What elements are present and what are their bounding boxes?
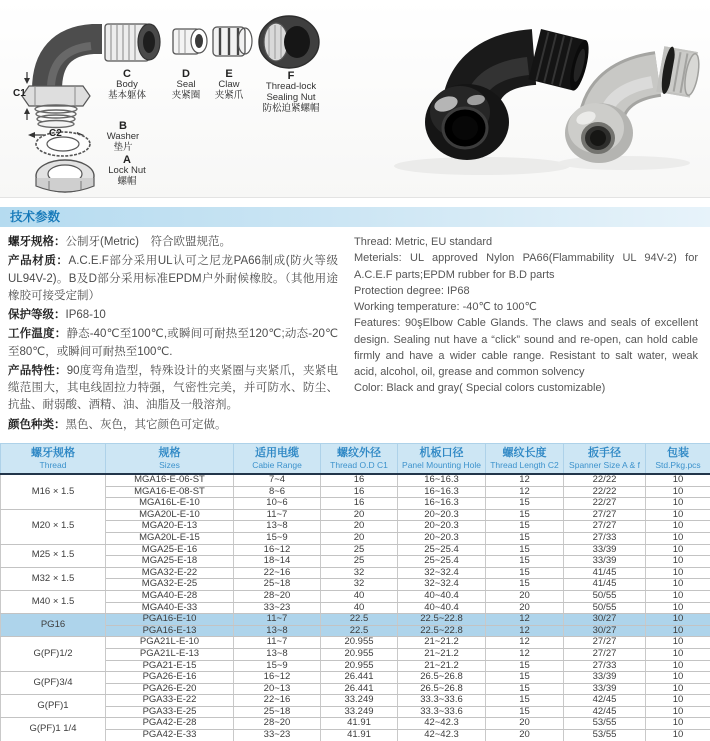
table-cell: MGA20L-E-10: [106, 509, 234, 521]
table-cell: 12: [486, 637, 564, 649]
thread-group-label: G(PF)1: [1, 695, 106, 718]
table-cell: 10: [646, 648, 710, 660]
table-cell: 41.91: [321, 730, 398, 741]
table-cell: 10: [646, 730, 710, 741]
table-cell: 27/27: [564, 521, 646, 533]
table-cell: 42/45: [564, 695, 646, 707]
part-label-a: A Lock Nut 螺帽: [108, 154, 146, 187]
table-cell: 12: [486, 625, 564, 637]
table-cell: 16~12: [234, 544, 321, 556]
table-cell: 15: [486, 556, 564, 568]
table-cell: 20: [321, 532, 398, 544]
tech-en-line: Features: 90şElbow Cable Glands. The claws and seals of excellent design. Sealing nut have a “click” sound and re-open, can hold cable firmly and have a wider cable range. Resistant to salt water, weak acid, alcohol, oil, grease and common solvency: [354, 317, 698, 379]
thread-group-label: M16 × 1.5: [1, 474, 106, 509]
table-cell: 20: [486, 590, 564, 602]
table-cell: 25~25.4: [398, 556, 486, 568]
table-cell: 33/39: [564, 683, 646, 695]
table-row: [1, 730, 710, 741]
col-thread-length: 螺纹长度 Thread Length C2: [486, 444, 564, 475]
part-label-b: B Washer 垫片: [106, 120, 140, 153]
table-row: [1, 683, 710, 695]
table-row: [1, 590, 710, 602]
table-cell: 10: [646, 602, 710, 614]
table-cell: 15: [486, 544, 564, 556]
table-cell: 20: [486, 730, 564, 741]
table-cell: 12: [486, 614, 564, 626]
table-cell: 10: [646, 567, 710, 579]
table-cell: PGA33-E-25: [106, 706, 234, 718]
table-cell: 42~42.3: [398, 730, 486, 741]
table-cell: 26.5~26.8: [398, 683, 486, 695]
table-cell: 10~6: [234, 498, 321, 510]
tech-zh-line: 工作温度：静态-40℃至100℃,或瞬间可耐热至120℃;动态-20℃至80℃，或瞬间可耐热至100℃.: [8, 328, 339, 358]
table-cell: 22/22: [564, 474, 646, 486]
tech-zh-line: 保护等级：IP68-10: [8, 309, 106, 321]
table-cell: 53/55: [564, 718, 646, 730]
cable-gland-photo-icon: [372, 0, 710, 197]
table-cell: 50/55: [564, 602, 646, 614]
table-cell: 20.955: [321, 637, 398, 649]
col-cable-range: 适用电缆 Cabie Range: [234, 444, 321, 475]
table-cell: 12: [486, 648, 564, 660]
table-cell: MGA16-E-08-ST: [106, 486, 234, 498]
product-photo: [372, 0, 710, 197]
thread-group-label: G(PF)1 1/4: [1, 718, 106, 741]
table-cell: 10: [646, 637, 710, 649]
table-cell: 32~32.4: [398, 579, 486, 591]
table-cell: 11~7: [234, 614, 321, 626]
table-cell: PGA26-E-20: [106, 683, 234, 695]
table-cell: 10: [646, 706, 710, 718]
table-cell: PGA16-E-13: [106, 625, 234, 637]
table-cell: 12: [486, 486, 564, 498]
table-cell: 28~20: [234, 718, 321, 730]
table-cell: 20~20.3: [398, 532, 486, 544]
table-cell: 15: [486, 672, 564, 684]
table-cell: 16: [321, 474, 398, 486]
table-cell: 12: [486, 474, 564, 486]
tech-en-line: Protection degree: IP68: [354, 284, 470, 297]
table-cell: 22.5~22.8: [398, 614, 486, 626]
table-cell: 25~18: [234, 706, 321, 718]
table-cell: 10: [646, 532, 710, 544]
table-cell: 21~21.2: [398, 648, 486, 660]
thread-group-label: G(PF)1/2: [1, 637, 106, 672]
table-cell: 15~9: [234, 532, 321, 544]
table-cell: 21~21.2: [398, 637, 486, 649]
table-cell: 15: [486, 695, 564, 707]
table-cell: 42/45: [564, 706, 646, 718]
table-row: [1, 544, 710, 556]
part-label-d: D Seal 夹紧圈: [171, 68, 201, 101]
table-cell: 20~20.3: [398, 509, 486, 521]
table-cell: 10: [646, 509, 710, 521]
tech-params-english: [354, 234, 698, 436]
table-cell: 10: [646, 625, 710, 637]
tech-params-chinese: [8, 234, 338, 436]
table-cell: 15~9: [234, 660, 321, 672]
table-cell: MGA16L-E-10: [106, 498, 234, 510]
table-cell: MGA25-E-18: [106, 556, 234, 568]
table-cell: MGA40-E-33: [106, 602, 234, 614]
table-cell: 20: [321, 509, 398, 521]
table-cell: 16~12: [234, 672, 321, 684]
table-row: [1, 532, 710, 544]
col-sizes: 规格 Sizes: [106, 444, 234, 475]
table-cell: MGA25-E-16: [106, 544, 234, 556]
table-cell: 33.3~33.6: [398, 695, 486, 707]
table-cell: 10: [646, 556, 710, 568]
table-cell: 10: [646, 579, 710, 591]
table-cell: 53/55: [564, 730, 646, 741]
table-row: [1, 718, 710, 730]
table-cell: MGA32-E-22: [106, 567, 234, 579]
table-cell: 8~6: [234, 486, 321, 498]
table-cell: 40~40.4: [398, 590, 486, 602]
table-cell: 41/45: [564, 567, 646, 579]
table-row: [1, 498, 710, 510]
table-cell: 33.3~33.6: [398, 706, 486, 718]
table-cell: 11~7: [234, 509, 321, 521]
table-cell: 22/22: [564, 486, 646, 498]
table-cell: 20: [486, 718, 564, 730]
table-row: [1, 474, 710, 486]
table-cell: 18~14: [234, 556, 321, 568]
table-cell: 25: [321, 544, 398, 556]
table-row: [1, 521, 710, 533]
table-cell: 15: [486, 498, 564, 510]
table-cell: MGA20L-E-15: [106, 532, 234, 544]
table-cell: 42~42.3: [398, 718, 486, 730]
table-cell: 25~25.4: [398, 544, 486, 556]
table-cell: 22~16: [234, 567, 321, 579]
table-cell: MGA40-E-28: [106, 590, 234, 602]
table-row: [1, 637, 710, 649]
dim-c2-label: C2: [49, 128, 62, 139]
table-cell: 22/27: [564, 498, 646, 510]
table-cell: 22~16: [234, 695, 321, 707]
thread-group-label: M40 × 1.5: [1, 590, 106, 613]
thread-group-label: M25 × 1.5: [1, 544, 106, 567]
table-cell: 26.441: [321, 672, 398, 684]
table-cell: 15: [486, 579, 564, 591]
table-row: [1, 509, 710, 521]
tech-zh-line: 产品特性：90度弯角造型，特殊设计的夹紧圈与夹紧爪，夹紧电缆范围大，其电线固拉力特强，气密性完美，并可防水、防尘、抗盐、耐弱酸、酒精、油、油脂及一般溶剂。: [8, 364, 339, 412]
table-cell: 27/33: [564, 532, 646, 544]
table-cell: 20.955: [321, 660, 398, 672]
dim-c1-label: C1: [13, 88, 26, 99]
table-cell: 27/27: [564, 637, 646, 649]
table-cell: 10: [646, 695, 710, 707]
thread-group-label: M32 × 1.5: [1, 567, 106, 590]
spec-table-header: [1, 444, 710, 475]
table-cell: 50/55: [564, 590, 646, 602]
table-cell: 32: [321, 567, 398, 579]
col-spanner: 扳手径 Spanner Size A & f: [564, 444, 646, 475]
table-cell: 20: [321, 521, 398, 533]
table-cell: 22.5: [321, 625, 398, 637]
table-cell: 20~13: [234, 683, 321, 695]
tech-params-header: 技术参数: [0, 207, 710, 227]
table-cell: 13~8: [234, 648, 321, 660]
table-cell: PGA21L-E-10: [106, 637, 234, 649]
table-row: [1, 672, 710, 684]
table-row: [1, 579, 710, 591]
col-thread-od: 螺纹外径 Thread O.D C1: [321, 444, 398, 475]
table-row: [1, 602, 710, 614]
part-label-c: C Body 基本躯体: [107, 68, 147, 101]
table-cell: 20.955: [321, 648, 398, 660]
table-row: [1, 567, 710, 579]
table-cell: MGA32-E-25: [106, 579, 234, 591]
col-panel-hole: 机板口径 Panel Mounting Hole: [398, 444, 486, 475]
tech-zh-line: 产品材质：A.C.E.F部分采用UL认可之尼龙PA66制成(防火等级UL94V-2)。B及D部分采用标准EPDM户外耐候橡胶。（其他用途橡胶可接受定制）: [8, 255, 338, 302]
table-cell: 15: [486, 509, 564, 521]
table-cell: 15: [486, 706, 564, 718]
table-cell: 41.91: [321, 718, 398, 730]
table-cell: 33/39: [564, 544, 646, 556]
thread-group-label: M20 × 1.5: [1, 509, 106, 544]
table-cell: 15: [486, 532, 564, 544]
tech-en-line: Working temperature: -40℃ to 100℃: [354, 301, 537, 314]
table-cell: 10: [646, 486, 710, 498]
tech-params-body: [0, 234, 710, 436]
tech-en-line: Color: Black and gray( Special colors customizable): [354, 382, 606, 395]
table-cell: 33~23: [234, 602, 321, 614]
table-cell: 22.5: [321, 614, 398, 626]
table-cell: 26.5~26.8: [398, 672, 486, 684]
table-cell: 26.441: [321, 683, 398, 695]
table-cell: 25: [321, 556, 398, 568]
col-packing: 包装 Std.Pkg.pcs: [646, 444, 710, 475]
thread-group-label: PG16: [1, 614, 106, 637]
table-cell: 20~20.3: [398, 521, 486, 533]
table-cell: PGA33-E-22: [106, 695, 234, 707]
table-cell: 10: [646, 660, 710, 672]
tech-en-line: Thread: Metric, EU standard: [354, 236, 493, 248]
table-row: [1, 614, 710, 626]
table-cell: 15: [486, 567, 564, 579]
table-row: [1, 486, 710, 498]
table-cell: 16: [321, 486, 398, 498]
table-cell: 10: [646, 544, 710, 556]
table-row: [1, 660, 710, 672]
table-cell: PGA16-E-10: [106, 614, 234, 626]
table-cell: 40~40.4: [398, 602, 486, 614]
table-row: [1, 706, 710, 718]
table-cell: 40: [321, 602, 398, 614]
table-cell: PGA26-E-16: [106, 672, 234, 684]
table-cell: 33.249: [321, 695, 398, 707]
table-cell: PGA21-E-15: [106, 660, 234, 672]
table-cell: 15: [486, 660, 564, 672]
thread-group-label: G(PF)3/4: [1, 672, 106, 695]
table-cell: 10: [646, 590, 710, 602]
tech-en-line: Meterials: UL approved Nylon PA66(Flammability UL 94V-2) for A.C.E.F parts;EPDM rubber for B.D parts: [354, 252, 698, 281]
table-cell: 27/27: [564, 648, 646, 660]
table-cell: 10: [646, 498, 710, 510]
table-cell: 16~16.3: [398, 486, 486, 498]
table-row: [1, 556, 710, 568]
table-cell: 30/27: [564, 614, 646, 626]
table-cell: 33/39: [564, 556, 646, 568]
header-row: [1, 444, 710, 475]
table-cell: 22.5~22.8: [398, 625, 486, 637]
table-cell: MGA20-E-13: [106, 521, 234, 533]
spec-table: [0, 443, 710, 741]
table-cell: 27/33: [564, 660, 646, 672]
col-thread: 螺牙规格 Thread: [1, 444, 106, 475]
table-cell: MGA16-E-06-ST: [106, 474, 234, 486]
table-cell: 13~8: [234, 625, 321, 637]
top-section: [0, 0, 710, 198]
table-cell: 16~16.3: [398, 474, 486, 486]
table-cell: 10: [646, 474, 710, 486]
table-cell: 16~16.3: [398, 498, 486, 510]
table-row: [1, 648, 710, 660]
table-cell: 41/45: [564, 579, 646, 591]
tech-zh-line: 颜色种类：黑色、灰色，其它颜色可定做。: [8, 418, 227, 431]
part-label-e: E Claw 夹紧爪: [214, 68, 244, 101]
table-cell: 33~23: [234, 730, 321, 741]
table-cell: 16: [321, 498, 398, 510]
table-cell: 40: [321, 590, 398, 602]
table-cell: PGA42-E-28: [106, 718, 234, 730]
exploded-diagram: [5, 2, 355, 197]
table-cell: 25~18: [234, 579, 321, 591]
table-cell: 10: [646, 614, 710, 626]
table-cell: 10: [646, 683, 710, 695]
table-cell: 7~4: [234, 474, 321, 486]
table-cell: 21~21.2: [398, 660, 486, 672]
table-row: [1, 625, 710, 637]
table-cell: 27/27: [564, 509, 646, 521]
table-cell: 32~32.4: [398, 567, 486, 579]
table-cell: 10: [646, 672, 710, 684]
table-cell: 10: [646, 718, 710, 730]
table-cell: 32: [321, 579, 398, 591]
table-cell: 33.249: [321, 706, 398, 718]
table-cell: 28~20: [234, 590, 321, 602]
spec-table-body: [1, 474, 710, 741]
table-cell: 10: [646, 521, 710, 533]
table-cell: 15: [486, 521, 564, 533]
table-cell: PGA42-E-33: [106, 730, 234, 741]
table-row: [1, 695, 710, 707]
table-cell: 20: [486, 602, 564, 614]
table-cell: 30/27: [564, 625, 646, 637]
tech-zh-line: 螺牙规格：公制牙(Metric) 符合欧盟规范。: [8, 236, 231, 248]
table-cell: 13~8: [234, 521, 321, 533]
table-cell: 15: [486, 683, 564, 695]
part-label-f: F Thread-lock Sealing Nut 防松迫紧螺帽: [262, 70, 320, 114]
table-cell: 33/39: [564, 672, 646, 684]
table-cell: PGA21L-E-13: [106, 648, 234, 660]
table-cell: 11~7: [234, 637, 321, 649]
